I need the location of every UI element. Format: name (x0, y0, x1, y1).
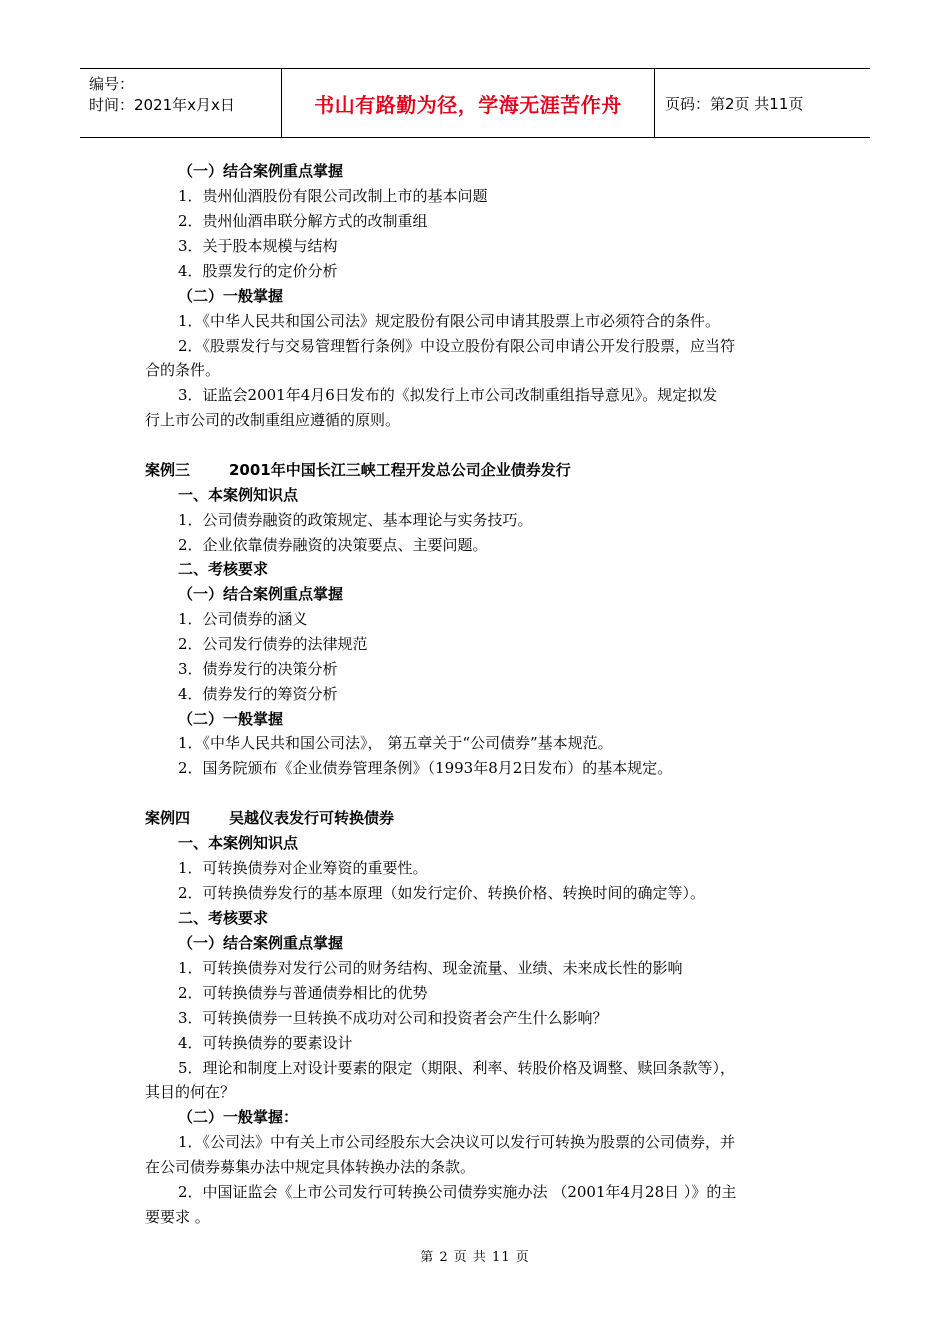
section-heading: 二、考核要求 (178, 909, 269, 927)
list-item-continuation: 行上市公司的改制重组应遵循的原则。 (145, 411, 401, 429)
header-motto-cell (282, 69, 655, 137)
header-page-cell (655, 69, 870, 137)
case-label: 案例三 (145, 461, 191, 479)
case-label: 案例四 (145, 809, 191, 827)
section-heading: （一）结合案例重点掌握 (178, 162, 344, 180)
list-item: 3．关于股本规模与结构 (178, 237, 338, 255)
list-item: 2．《股票发行与交易管理暂行条例》中设立股份有限公司申请公开发行股票，应当符 (178, 337, 736, 355)
list-item: 2．可转换债券发行的基本原理（如发行定价、转换价格、转换时间的确定等）。 (178, 884, 706, 902)
section-heading: （一）结合案例重点掌握 (178, 585, 344, 603)
list-item: 2．国务院颁布《企业债券管理条例》（1993年8月2日发布）的基本规定。 (178, 759, 673, 777)
date-line: 时间：2021年x月x日 (89, 96, 235, 114)
list-item-continuation: 合的条件。 (145, 361, 221, 379)
list-item: 4．债券发行的筹资分析 (178, 685, 338, 703)
list-item: 1．公司债券的涵义 (178, 610, 308, 628)
list-item-continuation: 其目的何在？ (145, 1083, 236, 1101)
section-heading: 一、本案例知识点 (178, 834, 299, 852)
list-item: 2．中国证监会《上市公司发行可转换公司债券实施办法 （2001年4月28日 ）》的主 (178, 1183, 737, 1201)
section-heading: 二、考核要求 (178, 560, 269, 578)
list-item: 4．可转换债券的要素设计 (178, 1034, 353, 1052)
section-heading: （二）一般掌握 (178, 710, 284, 728)
list-item: 1．公司债券融资的政策规定、基本理论与实务技巧。 (178, 511, 533, 529)
page-header (80, 68, 870, 138)
case-title: 2001年中国长江三峡工程开发总公司企业债券发行 (229, 461, 571, 479)
page-footer: 第 2 页 共 11 页 (420, 1250, 530, 1265)
list-item: 1．可转换债券对发行公司的财务结构、现金流量、业绩、未来成长性的影响 (178, 959, 683, 977)
header-meta-cell (80, 69, 282, 137)
list-item-continuation: 在公司债券募集办法中规定具体转换办法的条款。 (145, 1158, 476, 1176)
list-item: 2．可转换债券与普通债券相比的优势 (178, 984, 428, 1002)
case-title: 吴越仪表发行可转换债券 (229, 809, 395, 827)
serial-label: 编号： (89, 75, 135, 93)
list-item-continuation: 要要求 。 (145, 1208, 210, 1226)
section-heading: （二）一般掌握： (178, 1108, 299, 1126)
page-info: 页码：第2页 共11页 (665, 94, 804, 113)
list-item: 4．股票发行的定价分析 (178, 262, 338, 280)
section-heading: 一、本案例知识点 (178, 486, 299, 504)
list-item: 2．公司发行债券的法律规范 (178, 635, 368, 653)
list-item: 3．债券发行的决策分析 (178, 660, 338, 678)
list-item: 3．可转换债券一旦转换不成功对公司和投资者会产生什么影响？ (178, 1009, 608, 1027)
list-item: 1．《中华人民共和国公司法》规定股份有限公司申请其股票上市必须符合的条件。 (178, 312, 721, 330)
list-item: 1．可转换债券对企业筹资的重要性。 (178, 859, 428, 877)
list-item: 1．《公司法》中有关上市公司经股东大会决议可以发行可转换为股票的公司债券，并 (178, 1133, 736, 1151)
section-heading: （一）结合案例重点掌握 (178, 934, 344, 952)
list-item: 1．贵州仙酒股份有限公司改制上市的基本问题 (178, 187, 488, 205)
list-item: 2．贵州仙酒串联分解方式的改制重组 (178, 212, 428, 230)
motto: 书山有路勤为径，学海无涯苦作舟 (314, 92, 622, 117)
list-item: 3．证监会2001年4月6日发布的《拟发行上市公司改制重组指导意见》。规定拟发 (178, 386, 718, 404)
list-item: 1．《中华人民共和国公司法》， 第五章关于“公司债券”基本规范。 (178, 734, 613, 752)
section-heading: （二）一般掌握 (178, 287, 284, 305)
list-item: 2．企业依靠债券融资的决策要点、主要问题。 (178, 536, 488, 554)
list-item: 5．理论和制度上对设计要素的限定（期限、利率、转股价格及调整、赎回条款等）， (178, 1059, 736, 1077)
